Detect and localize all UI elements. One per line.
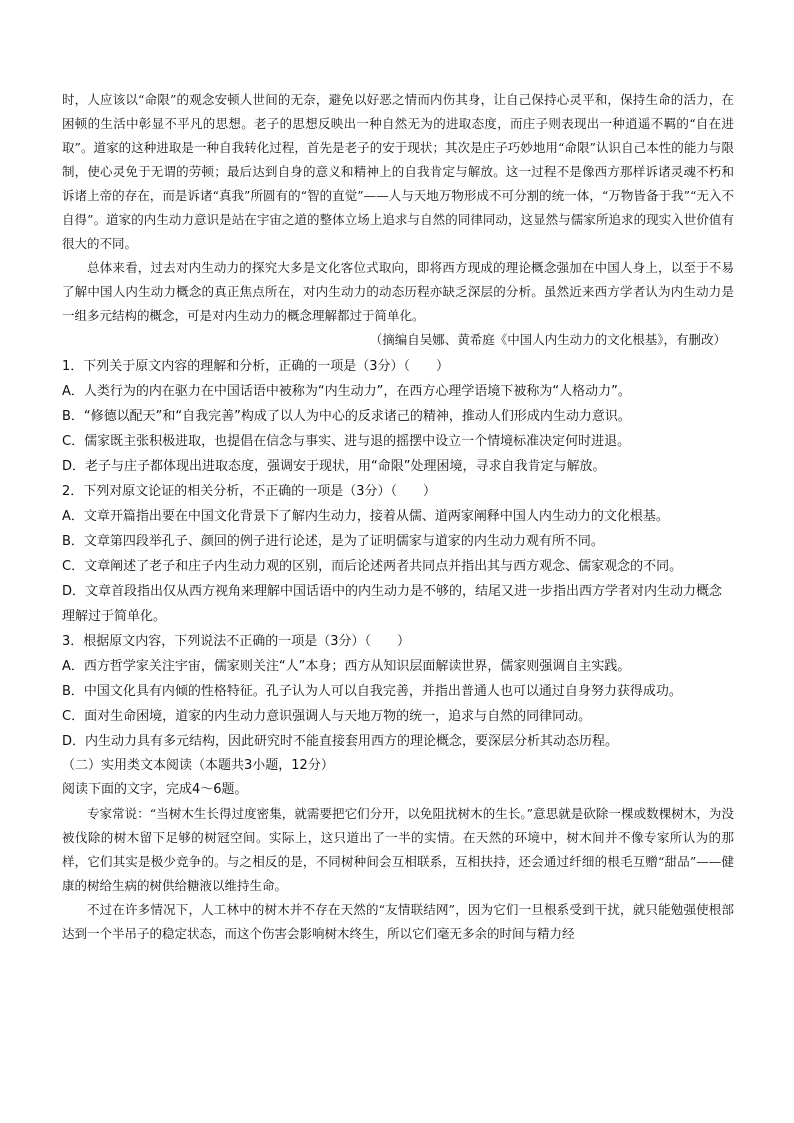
passage-paragraph-tail: 时，人应该以“命限”的观念安顿人世间的无奈，避免以好恶之情而内伤其身，让自己保持心灵平和，保持生命的活力，在困顿的生活中彰显不平凡的思想。老子的思想反映出一种自然无为的进取态度，而庄子则表现出一种逍遥不羁的“自在进取”。道家的这种进取是一种自我转化过程，首先是老子的安于现状；其次是庄子巧妙地用“命限”认识自己本性的能力与限制，使心灵免于无谓的劳顿；最后达到自身的意义和精神上的自我肯定与解放。这一过程不是像西方那样诉诸灵魂不朽和诉诸上帝的存在，而是诉诸“真我”所圆有的“智的直觉”——人与天地万物形成不可分割的统一体，“万物皆备于我”“无入不自得”。道家的内生动力意识是站在宇宙之道的整体立场上追求与自然的同律同动，这显然与儒家所追求的现实入世价值有很大的不同。 xyxy=(62,92,734,251)
question-option: B．中国文化具有内倾的性格特征。孔子认为人可以自我完善，并指出普通人也可以通过自身努力获得成功。 xyxy=(62,684,682,699)
article-paragraph-1: 专家常说：“当树木生长得过度密集，就需要把它们分开，以免阻扰树木的生长。”意思就是砍除一棵或数棵树木，为没被伐除的树木留下足够的树冠空间。实际上，这只道出了一半的实情。在天然的环境中，树木间并不像专家所认为的那样，它们其实是极少竞争的。与之相反的是，不同树种间会互相联系，互相扶持，还会通过纤细的根毛互赠“甜品”——健康的树给生病的树供给糖液以维持生命。 xyxy=(62,806,734,893)
question-option: D．文章首段指出仅从西方视角来理解中国话语中的内生动力是不够的，结尾又进一步指出西方学者对内生动力概念理解过于简单化。 xyxy=(62,584,723,624)
section-title: （二）实用类文本阅读（本题共3小题，12分） xyxy=(62,758,334,773)
question-option: D．内生动力具有多元结构，因此研究时不能直接套用西方的理论概念，要深层分析其动态历程。 xyxy=(62,734,619,749)
question-1 xyxy=(62,354,734,479)
question-option: B．文章第四段举孔子、颜回的例子进行论述，是为了证明儒家与道家的内生动力观有所不同。 xyxy=(62,534,604,549)
question-option: A．人类行为的内在驱力在中国话语中被称为“内生动力”，在西方心理学语境下被称为“人格动力”。 xyxy=(62,384,631,399)
question-stem: 3．根据原文内容，下列说法不正确的一项是（3分）（ ） xyxy=(62,634,411,649)
article-paragraph-2: 不过在许多情况下，人工林中的树木并不存在天然的“友情联结网”，因为它们一旦根系受到干扰，就只能勉强使根部达到一个半吊子的稳定状态，而这个伤害会影响树木终生，所以它们毫无多余的时间与精力经 xyxy=(62,902,734,941)
question-option: B．“修德以配天”和“自我完善”构成了以人为中心的反求诸己的精神，推动人们形成内生动力意识。 xyxy=(62,409,631,424)
question-option: C．文章阐述了老子和庄子内生动力观的区别，而后论述两者共同点并指出其与西方观念、儒家观念的不同。 xyxy=(62,559,683,574)
question-2 xyxy=(62,479,734,629)
question-stem: 2．下列对原文论证的相关分析，不正确的一项是（3分）（ ） xyxy=(62,484,437,499)
question-option: C．儒家既主张积极进取，也提倡在信念与事实、进与退的摇摆中设立一个情境标准决定何时进退。 xyxy=(62,434,631,449)
question-option: A．西方哲学家关注宇宙，儒家则关注“人”本身；西方从知识层面解读世界，儒家则强调自主实践。 xyxy=(62,659,631,674)
question-stem: 1．下列关于原文内容的理解和分析，正确的一项是（3分）（ ） xyxy=(62,359,450,374)
question-3 xyxy=(62,629,734,754)
passage-source-citation: （摘编自吴娜、黄希庭《中国人内生动力的文化根基》，有删改） xyxy=(369,332,726,347)
section-instruction: 阅读下面的文字，完成4～6题。 xyxy=(62,782,248,797)
question-option: A．文章开篇指出要在中国文化背景下了解内生动力，接着从儒、道两家阐释中国人内生动力的文化根基。 xyxy=(62,509,669,524)
page-content xyxy=(62,88,734,946)
question-option: D．老子与庄子都体现出进取态度，强调安于现状，用“命限”处理困境，寻求自我肯定与解放。 xyxy=(62,459,606,474)
question-option: C．面对生命困境，道家的内生动力意识强调人与天地万物的统一，追求与自然的同律同动。 xyxy=(62,709,592,724)
passage-paragraph-summary: 总体来看，过去对内生动力的探究大多是文化客位式取向，即将西方现成的理论概念强加在中国人身上，以至于不易了解中国人内生动力概念的真正焦点所在，对内生动力的动态历程亦缺乏深层的分析。虽然近来西方学者认为内生动力是一组多元结构的概念，可是对内生动力的概念理解都过于简单化。 xyxy=(62,260,734,323)
